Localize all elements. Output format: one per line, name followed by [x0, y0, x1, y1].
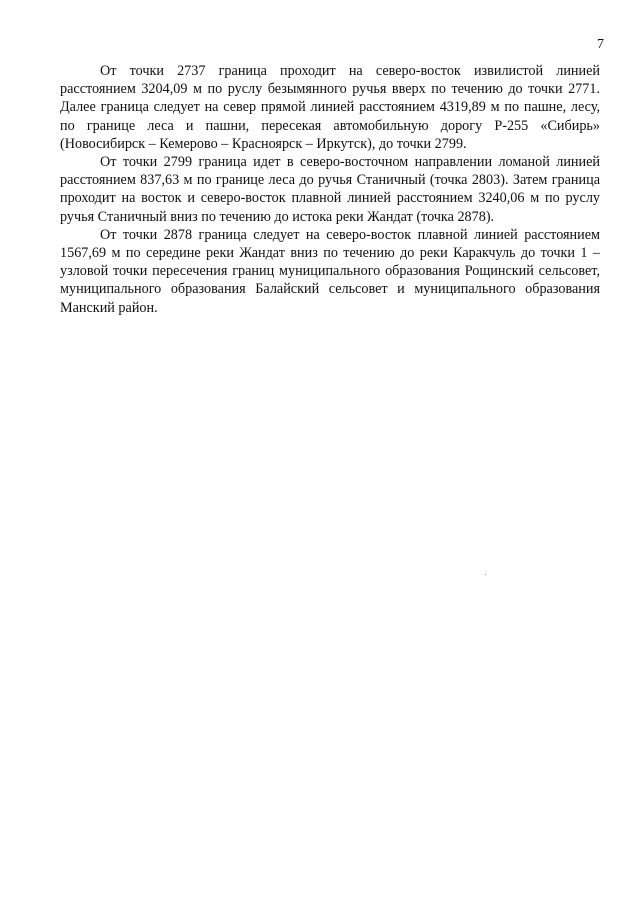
- page-number: 7: [597, 37, 604, 52]
- scan-speck: [485, 574, 486, 575]
- paragraph-3: От точки 2878 граница следует на северо-восток плавной линией расстоянием 1567,69 м по середине реки Жандат вниз по течению до реки Каракчуль до точки 1 – узловой точки пересечения границ муниципального образования Рощинский сельсовет, муниципального образования Балайский сельсовет и муниципального образования Манский район.: [60, 226, 600, 316]
- paragraph-2: От точки 2799 граница идет в северо-восточном направлении ломаной линией расстоянием 837,63 м по границе леса до ручья Станичный (точка 2803). Затем граница проходит на восток и северо-восток плавной линией расстоянием 3240,06 м по руслу ручья Станичный вниз по течению до истока реки Жандат (точка 2878).: [60, 154, 600, 225]
- paragraph-1: От точки 2737 граница проходит на северо-восток извилистой линией расстоянием 3204,09 м по руслу безымянного ручья вверх по течению до точки 2771. Далее граница следует на север прямой линией расстоянием 4319,89 м по пашне, лесу, по границе леса и пашни, пересекая автомобильную дорогу Р-255 «Сибирь» (Новосибирск – Кемерово – Красноярск – Иркутск), до точки 2799.: [60, 63, 600, 152]
- document-body: [60, 62, 600, 317]
